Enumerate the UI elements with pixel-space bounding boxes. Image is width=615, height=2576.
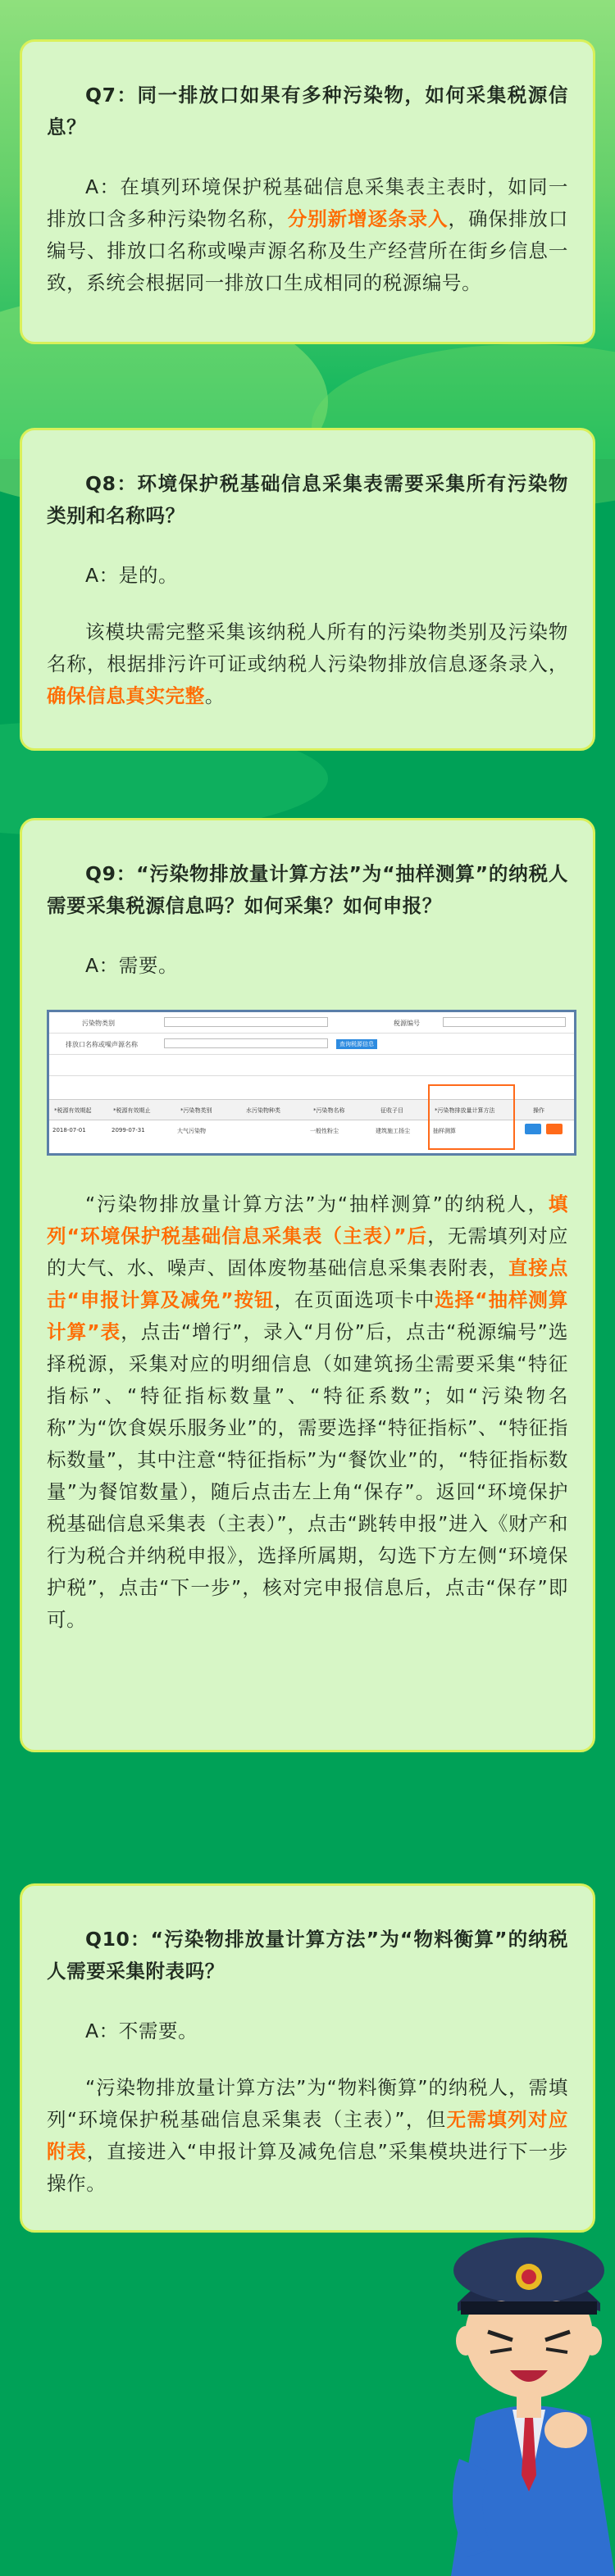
query-button: 查询税源信息 — [336, 1039, 377, 1049]
detail-text: “污染物排放量计算方法”为“物料衡算”的纳税人，需填列“环境保护税基础信息采集表（主表）”，但 — [47, 2076, 568, 2131]
detail-text: ，直接进入“申报计算及减免信息”采集模块进行下一步操作。 — [47, 2140, 568, 2195]
form-screenshot — [47, 1010, 576, 1156]
data-cell: 2099-07-31 — [112, 1127, 145, 1134]
detail-text: “污染物排放量计算方法”为“抽样测算”的纳税人， — [85, 1193, 549, 1215]
detail-q9 — [47, 1188, 568, 1636]
input-field — [443, 1017, 566, 1027]
detail-q8 — [47, 616, 568, 712]
screenshot-row — [49, 1034, 574, 1055]
input-field — [164, 1038, 328, 1048]
detail-text: 该模块需完整采集该纳税人所有的污染物类别及污染物名称，根据排污许可证或纳税人污染物排放信息逐条录入， — [47, 620, 568, 675]
detail-text: ，点击“增行”，录入“月份”后，点击“税源编号”选择税源，采集对应的明细信息（如建筑扬尘需要采集“特征指标”、“特征指标数量”、“特征系数”；如“污染物名称”为“饮食娱乐服务业”的，需要选择“特征指标”、“特征指标数量”，其中注意“特征指标”为“餐饮业”的，“特征指标数量”为餐馆数量），随后点击左上角“保存”。返回“环境保护税基础信息采集表（主表）”，点击“跳转申报”进入《财产和行为税合并纳税申报》，选择所属期，勾选下方左侧“环境保护税”，点击“下一步”，核对完申报信息后，点击“保存”即可。 — [47, 1320, 568, 1631]
header-cell: 水污染物种类 — [246, 1107, 280, 1114]
edit-op-icon — [525, 1124, 541, 1134]
answer-highlight: 分别新增逐条录入 — [287, 207, 449, 230]
question-q9: Q9：“污染物排放量计算方法”为“抽样测算”的纳税人需要采集税源信息吗？如何采集？如何申报？ — [47, 862, 568, 917]
faq-card-q7 — [20, 39, 595, 344]
detail-highlight: 直接点击“申报计算及减免”按钮 — [47, 1256, 568, 1311]
detail-text: ，无需填列对应的大气、水、噪声、固体废物基础信息采集表附表， — [47, 1224, 569, 1279]
faq-card-q8 — [20, 428, 595, 751]
label-tax-source-no: 税源编号 — [394, 1020, 420, 1027]
data-cell: 2018-07-01 — [52, 1127, 86, 1134]
screenshot-row — [49, 1012, 574, 1034]
data-cell: 抽样测算 — [433, 1128, 456, 1134]
label-pollutant-type: 污染物类别 — [82, 1020, 115, 1027]
answer-text: ，确保排放口编号、排放口名称或噪声源名称及生产经营所在街乡信息一致，系统会根据同一排放口生成相同的税源编号。 — [47, 207, 568, 294]
highlight-box — [428, 1084, 515, 1150]
police-mascot-illustration — [443, 2147, 615, 2576]
answer-text: A：在填列环境保护税基础信息采集表主表时，如同一排放口含多种污染物名称， — [47, 175, 568, 230]
detail-highlight: 填列“环境保护税基础信息采集表（主表）”后 — [47, 1193, 568, 1247]
data-cell: 一般性粉尘 — [310, 1128, 339, 1134]
answer-q10: A：不需要。 — [85, 2019, 198, 2042]
header-cell: *污染物类别 — [180, 1107, 212, 1114]
header-cell: 征收子目 — [380, 1107, 403, 1114]
question-q7: Q7：同一排放口如果有多种污染物，如何采集税源信息？ — [47, 84, 568, 139]
data-cell: 大气污染物 — [177, 1128, 206, 1134]
answer-q7 — [47, 171, 568, 299]
header-cell: *税源有效期止 — [113, 1107, 151, 1114]
detail-highlight: 确保信息真实完整 — [47, 684, 205, 707]
label-outlet-name: 排放口名称或噪声源名称 — [66, 1041, 138, 1048]
question-q8: Q8：环境保护税基础信息采集表需要采集所有污染物类别和名称吗？ — [47, 472, 568, 527]
detail-text: ，在页面选项卡中 — [274, 1288, 435, 1311]
answer-q9: A：需要。 — [85, 954, 179, 977]
delete-op-icon — [546, 1124, 563, 1134]
detail-highlight: 选择“抽样测算计算”表 — [47, 1288, 568, 1343]
detail-highlight: 无需填列对应附表 — [47, 2108, 568, 2163]
header-cell: *污染物名称 — [313, 1107, 345, 1114]
answer-q8: A：是的。 — [85, 564, 179, 587]
faq-card-q9 — [20, 818, 595, 1752]
data-cell: 建筑施工扬尘 — [376, 1128, 410, 1134]
screenshot-row — [49, 1055, 574, 1076]
header-cell: *污染物排放量计算方法 — [435, 1107, 495, 1114]
header-cell: 操作 — [533, 1107, 544, 1114]
question-q10: Q10：“污染物排放量计算方法”为“物料衡算”的纳税人需要采集附表吗？ — [47, 1928, 568, 1983]
header-cell: *税源有效期起 — [54, 1107, 92, 1114]
detail-text: 。 — [204, 684, 225, 707]
select-field — [164, 1017, 328, 1027]
